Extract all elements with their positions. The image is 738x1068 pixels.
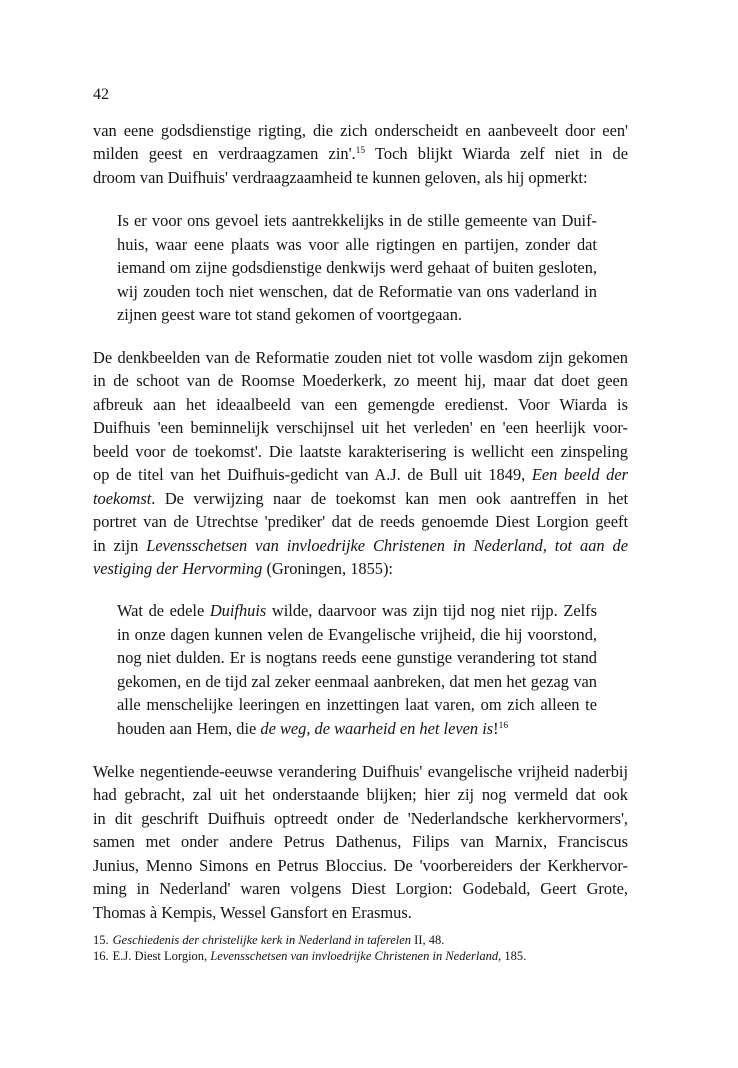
text-segment: op de titel van het Duifhuis-gedicht van A.J. de Bull uit 1849,: [93, 465, 532, 484]
quote-line: wij zouden toch niet wenschen, dat de Reformatie van ons vaderland in: [117, 282, 597, 301]
quote-line: alle menschelijke leeringen en inzettingen laat varen, om zich alleen te: [117, 695, 597, 714]
text-line: van eene godsdienstige rigting, die zich onderscheidt en aanbeveelt door een': [93, 121, 628, 140]
text-segment: houden aan Hem, die: [117, 719, 261, 738]
footnote-16: [93, 948, 593, 964]
text-segment: in zijn: [93, 536, 147, 555]
text-line: had gebracht, zal uit het onderstaande blijken; hier zij nog vermeld dat ook: [93, 785, 628, 804]
footnote-number: 16.: [93, 949, 109, 963]
footnote-ref-15: 15: [355, 146, 366, 156]
italic-title: toekomst: [93, 489, 152, 508]
text-segment: Wat de edele: [117, 601, 210, 620]
footnote-title: Levensschetsen van invloedrijke Christenen in Nederland,: [210, 949, 502, 963]
italic-name: Duifhuis: [209, 601, 267, 620]
text-line: Junius, Menno Simons en Petrus Bloccius. De 'voorbereiders der Kerkhervor-: [93, 856, 628, 875]
quote-line: iemand om zijne godsdienstige denkwijs werd gehaat of buiten gesloten,: [117, 258, 597, 277]
text-line: [93, 144, 628, 164]
text-segment: wilde, daarvoor was zijn tijd nog niet rijp. Zelfs: [266, 601, 597, 620]
quote-line: Is er voor ons gevoel iets aantrekkelijks in de stille gemeente van Duif-: [117, 211, 597, 230]
text-line: beeld voor de toekomst'. Die laatste karakterisering is wellicht een zinspeling: [93, 442, 628, 461]
text-segment: Toch blijkt Wiarda zelf niet in de: [365, 144, 628, 163]
quote-line: gekomen, en de tijd zal zeker eenmaal aanbreken, dat men het gezag van: [117, 672, 597, 691]
text-segment: milden geest en verdraagzamen zin'.: [93, 144, 356, 163]
text-line: portret van de Utrechtse 'prediker' dat de reeds genoemde Diest Lorgion geeft: [93, 512, 628, 531]
italic-title: Levensschetsen van invloedrijke Christenen in Nederland, tot aan de: [146, 536, 628, 555]
italic-title: Een beeld der: [531, 465, 629, 484]
text-line: afbreuk aan het ideaalbeeld van een gemengde eredienst. Voor Wiarda is: [93, 395, 628, 414]
text-line: Thomas à Kempis, Wessel Gansfort en Erasmus.: [93, 903, 412, 922]
text-line: [93, 559, 628, 579]
text-line: in dit geschrift Duifhuis optreedt onder de 'Nederlandsche kerkhervormers',: [93, 809, 628, 828]
text-segment: !: [493, 719, 499, 738]
page-number: 42: [93, 86, 109, 103]
text-line: samen met onder andere Petrus Dathenus, Filips van Marnix, Franciscus: [93, 832, 628, 851]
footnote-text: E.J. Diest Lorgion,: [112, 949, 211, 963]
italic-phrase: de weg, de waarheid en het leven is: [260, 719, 494, 738]
footnote-ref-16: 16: [498, 721, 509, 731]
italic-title: vestiging der Hervorming: [93, 559, 263, 578]
footnote-number: 15.: [93, 933, 109, 947]
text-line: [93, 489, 628, 509]
footnote-text: 185.: [501, 949, 527, 963]
footnote-title: Geschiedenis der christelijke kerk in Nederland in taferelen: [112, 933, 412, 947]
text-line: De denkbeelden van de Reformatie zouden niet tot volle wasdom zijn gekomen: [93, 348, 628, 367]
quote-line: [117, 719, 597, 739]
footnote-text: II, 48.: [411, 933, 445, 947]
text-line: Welke negentiende-eeuwse verandering Duifhuis' evangelische vrijheid naderbij: [93, 762, 628, 781]
text-segment: . De verwijzing naar de toekomst kan men ook aantreffen in het: [151, 489, 628, 508]
text-segment: (Groningen, 1855):: [262, 559, 393, 578]
text-line: Duifhuis 'een beminnelijk verschijnsel uit het verleden' en 'een heerlijk voor-: [93, 418, 628, 437]
text-line: ming in Nederland' waren volgens Diest Lorgion: Godebald, Geert Grote,: [93, 879, 628, 898]
quote-line: huis, waar eene plaats was voor alle rigtingen en partijen, zonder dat: [117, 235, 597, 254]
quote-line: nog niet dulden. Er is nogtans reeds eene gunstige verandering tot stand: [117, 648, 597, 667]
text-line: droom van Duifhuis' verdraagzaamheid te kunnen geloven, als hij opmerkt:: [93, 168, 588, 187]
text-line: [93, 536, 628, 556]
text-line: [93, 465, 628, 485]
footnote-15: [93, 932, 593, 948]
quote-line: [117, 601, 597, 621]
quote-line: in onze dagen kunnen velen de Evangelische vrijheid, die hij voorstond,: [117, 625, 597, 644]
text-line: in de schoot van de Roomse Moederkerk, zo meent hij, maar dat doet geen: [93, 371, 628, 390]
quote-line: zijnen geest ware tot stand gekomen of voortgegaan.: [117, 305, 462, 324]
